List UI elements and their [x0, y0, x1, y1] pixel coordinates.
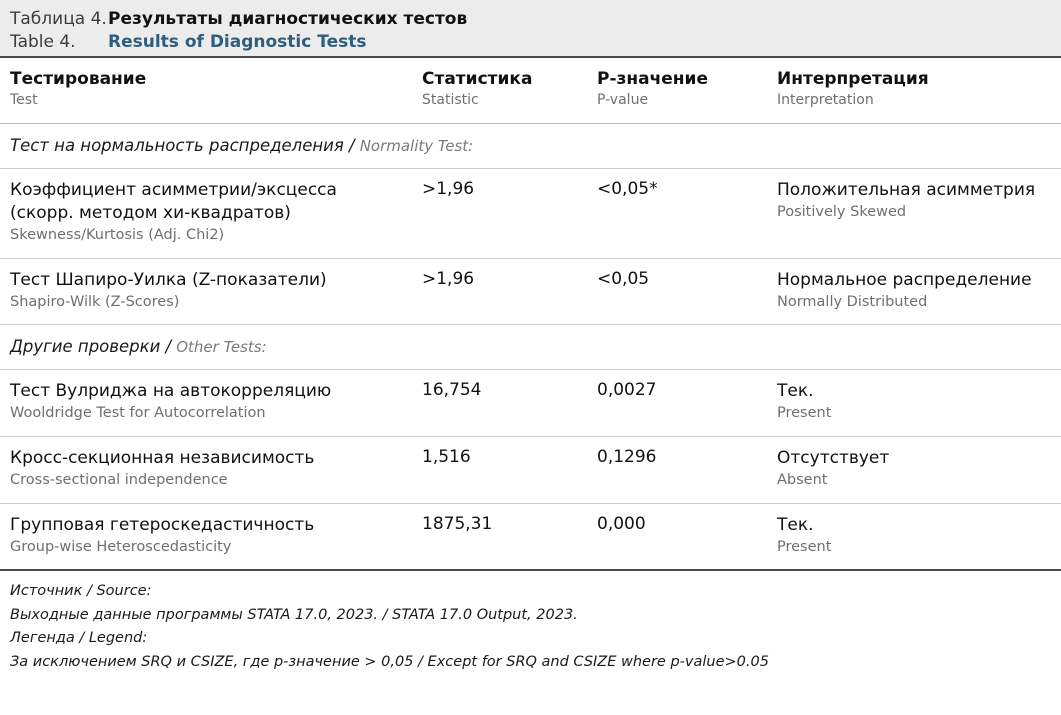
cell-pvalue-value: 0,000 [597, 513, 646, 534]
column-header-test [0, 57, 412, 124]
cell-statistic-value: >1,96 [422, 179, 475, 200]
table-body [0, 124, 1061, 571]
column-header-statistic-ru: Статистика [422, 69, 533, 89]
cell-test-en: Group-wise Heteroscedasticity [10, 538, 232, 555]
cell-pvalue [587, 503, 767, 570]
source-label: Источник / Source: [10, 583, 152, 600]
cell-interpretation-en: Present [777, 405, 832, 422]
column-header-statistic-en: Statistic [422, 92, 479, 109]
cell-test-ru-line2: (скорр. методом хи-квадратов) [10, 203, 291, 224]
cell-test-en: Cross-sectional independence [10, 472, 228, 489]
column-header-test-en: Test [10, 92, 38, 109]
cell-test [0, 370, 412, 437]
column-header-interpretation-ru: Интерпретация [777, 69, 929, 89]
column-header-pvalue [587, 57, 767, 124]
section-label-other-en: Other Tests: [176, 338, 267, 357]
cell-pvalue [587, 169, 767, 259]
cell-test-en: Skewness/Kurtosis (Adj. Chi2) [10, 226, 225, 243]
cell-interpretation-ru: Нормальное распределение [777, 269, 1032, 290]
source-text: Выходные данные программы STATA 17.0, 2023. / STATA 17.0 Output, 2023. [10, 606, 578, 623]
cell-interpretation-en: Normally Distributed [777, 293, 928, 310]
cell-pvalue [587, 370, 767, 437]
cell-pvalue [587, 437, 767, 504]
cell-test [0, 169, 412, 259]
caption-title-en: Results of Diagnostic Tests [108, 31, 367, 52]
table-row [0, 370, 1061, 437]
caption-title-ru: Результаты диагностических тестов [108, 9, 468, 29]
section-label-normality-ru: Тест на нормальность распределения / [10, 136, 355, 156]
column-header-pvalue-en: P-value [597, 92, 649, 109]
cell-statistic [412, 503, 587, 570]
cell-pvalue-value: 0,1296 [597, 447, 657, 468]
table-row [0, 503, 1061, 570]
cell-statistic [412, 258, 587, 325]
cell-interpretation [767, 437, 1061, 504]
cell-test-ru-line1: Тест Шапиро-Уилка (Z-показатели) [10, 269, 327, 290]
cell-statistic-value: 1875,31 [422, 513, 493, 534]
section-label-normality [0, 124, 1061, 169]
table-row [0, 169, 1061, 259]
column-header-interpretation-en: Interpretation [777, 92, 874, 109]
table-header [0, 57, 1061, 124]
cell-statistic [412, 437, 587, 504]
legend-text: За исключением SRQ и CSIZE, где р-значение > 0,05 / Except for SRQ and CSIZE where p-value>0.05 [10, 653, 769, 670]
cell-interpretation [767, 258, 1061, 325]
caption-label-ru: Таблица 4. [10, 9, 107, 29]
column-header-test-ru: Тестирование [10, 69, 147, 89]
cell-test [0, 437, 412, 504]
section-label-other [0, 325, 1061, 370]
diagnostic-tests-table [0, 56, 1061, 571]
cell-interpretation-en: Present [777, 538, 832, 555]
cell-test-en: Shapiro-Wilk (Z-Scores) [10, 293, 180, 310]
cell-interpretation [767, 503, 1061, 570]
section-label-normality-en: Normality Test: [359, 137, 474, 156]
table-row [0, 258, 1061, 325]
cell-interpretation [767, 370, 1061, 437]
cell-pvalue-value: <0,05* [597, 179, 658, 200]
caption-line-en [10, 31, 1051, 54]
table-caption [0, 0, 1061, 56]
section-row-normality [0, 124, 1061, 169]
table-header-row [0, 57, 1061, 124]
caption-label-en: Table 4. [10, 31, 76, 52]
cell-test-ru-line1: Групповая гетероскедастичность [10, 514, 315, 535]
column-header-statistic [412, 57, 587, 124]
cell-interpretation-ru: Тек. [777, 381, 814, 402]
cell-interpretation-en: Absent [777, 472, 828, 489]
cell-pvalue-value: 0,0027 [597, 380, 657, 401]
cell-interpretation-ru: Отсутствует [777, 448, 890, 469]
cell-test-ru-line1: Тест Вулриджа на автокорреляцию [10, 381, 332, 402]
legend-label: Легенда / Legend: [10, 630, 148, 647]
cell-statistic [412, 370, 587, 437]
cell-test [0, 258, 412, 325]
cell-pvalue-value: <0,05 [597, 268, 650, 289]
cell-pvalue [587, 258, 767, 325]
section-label-other-ru: Другие проверки / [10, 337, 172, 357]
cell-statistic [412, 169, 587, 259]
cell-statistic-value: 1,516 [422, 447, 471, 468]
cell-interpretation [767, 169, 1061, 259]
cell-interpretation-ru: Тек. [777, 514, 814, 535]
table-footnotes [0, 571, 1061, 674]
column-header-pvalue-ru: Р-значение [597, 69, 708, 89]
cell-test-en: Wooldridge Test for Autocorrelation [10, 405, 266, 422]
cell-test-ru-line1: Кросс-секционная независимость [10, 448, 315, 469]
cell-statistic-value: 16,754 [422, 380, 482, 401]
cell-interpretation-ru: Положительная асимметрия [777, 180, 1036, 201]
cell-statistic-value: >1,96 [422, 268, 475, 289]
caption-line-ru [10, 8, 1051, 31]
cell-test [0, 503, 412, 570]
section-row-other [0, 325, 1061, 370]
cell-test-ru-line1: Коэффициент асимметрии/эксцесса [10, 180, 337, 201]
cell-interpretation-en: Positively Skewed [777, 204, 907, 221]
column-header-interpretation [767, 57, 1061, 124]
table-row [0, 437, 1061, 504]
